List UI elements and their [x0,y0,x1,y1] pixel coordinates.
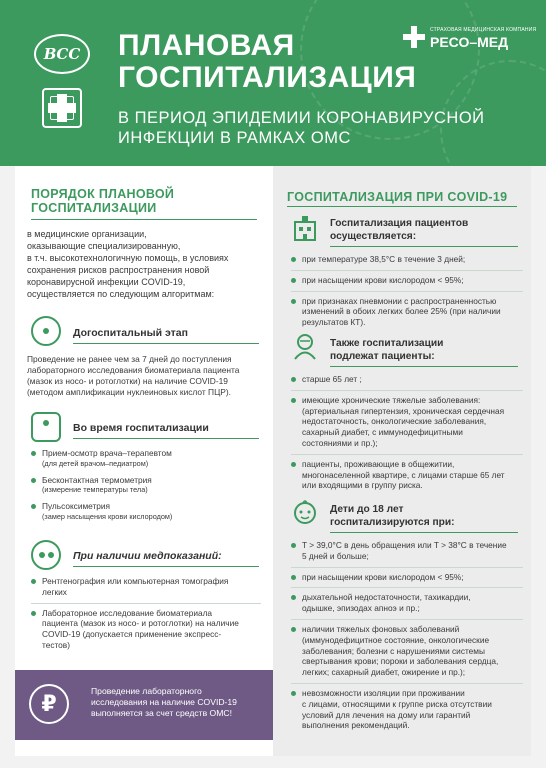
stage1-title: Догоспитальный этап [73,327,188,339]
list-item: Рентгенография или компьютерная томография легких [31,576,261,598]
callout-line: исследования на наличие COVID-19 [91,697,237,707]
divider [330,532,518,533]
divider [287,206,517,207]
page-subtitle [118,108,485,148]
list-item: при насыщении крови кислородом < 95%; [291,270,523,286]
title-line-2: ГОСПИТАЛИЗАЦИЯ [118,61,417,94]
intro-line: в медицинские организации, [27,229,147,239]
block1-title [330,218,468,243]
brand-tagline: СТРАХОВАЯ МЕДИЦИНСКАЯ КОМПАНИЯ [430,27,537,33]
block3-title-line: госпитализируются при: [330,516,455,528]
list-item: Лабораторное исследование биоматериала пациента (мазок из носо- и ротоглотки) на наличие COVID-19 (допускается применение экспресс- тестов) [31,603,261,651]
list-item: дыхательной недостаточности, тахикардии, одышке, эпизодах апноэ и пр.; [291,587,523,614]
title-line-1: ПЛАНОВАЯ [118,29,295,62]
divider [330,246,518,247]
block3-title-line: Дети до 18 лет [330,504,404,515]
left-section-title [31,187,174,215]
callout-text [91,686,267,719]
subtitle-line-1: В ПЕРИОД ЭПИДЕМИИ КОРОНАВИРУСНОЙ [118,109,485,127]
content-area [15,166,531,756]
divider [73,566,259,567]
block2-title-line: подлежат пациенты: [330,350,435,362]
vss-logo [34,34,90,74]
left-column [15,166,273,756]
stage1-text [27,354,267,398]
intro-line: сохранения рисков распространения новой [27,265,210,275]
divider [73,343,259,344]
list-item: старше 65 лет ; [291,374,523,385]
stage2-list [31,448,261,528]
intro-text [27,228,265,300]
list-item: имеющие хронические тяжелые заболевания: (артериальная гипертензия, хроническая сердечная недостаточность, онкологические заболевания, сахарный диабет, с иммунодефицитными состояниями и пр.); [291,390,523,449]
omc-callout [15,670,273,740]
doctor-icon [31,412,61,442]
list-item: Прием-осмотр врача–терапевтом (для детей врачом–педиатром) [31,448,261,470]
block2-title [330,338,443,363]
header-banner [0,0,546,166]
stage1-line: Проведение не ранее чем за 7 дней до поступления [27,354,232,364]
callout-line: выполняется за счет средств ОМС! [91,708,232,718]
block3-title [330,504,455,529]
block1-title-line: осуществляется: [330,230,417,242]
lungs-icon [31,540,61,570]
list-item: пациенты, проживающие в общежитии, многонаселенной квартире, с лицами старше 65 лет или входящими в группу риска. [291,454,523,491]
intro-line: оказывающие специализированную, [27,241,181,251]
stage1-line: лабораторного исследования биоматериала пациента [27,365,240,375]
left-title-line-1: ПОРЯДОК ПЛАНОВОЙ [31,187,175,201]
reso-med-logo [403,26,537,56]
brand-name: РЕСО–МЕД [430,34,509,50]
vss-logo-text: ВСС [43,45,81,63]
right-column [273,166,531,756]
callout-line: Проведение лабораторного [91,686,202,696]
elderly-person-icon [291,332,319,360]
left-title-line-2: ГОСПИТАЛИЗАЦИИ [31,201,157,215]
right-section-title: ГОСПИТАЛИЗАЦИЯ ПРИ COVID-19 [287,190,508,204]
block3-list [291,540,523,736]
stage1-line: (методом амплификации нуклеиновых кислот ПЦР). [27,387,231,397]
intro-line: осуществляется по следующим алгоритмам: [27,289,215,299]
list-item: при температуре 38,5°С в течение 3 дней; [291,254,523,265]
list-item: наличии тяжелых фоновых заболеваний (иммунодефицитное состояние, онкологические заболевания; болезни с нарушениями системы свертывания крови; пороки и заболевания сердца, легких; сахарный диабет, ожирение и пр.); [291,619,523,678]
intro-line: в т.ч. высокотехнологичную помощь, в условиях [27,253,229,263]
list-item: Пульсоксиметрия (замер насыщения крови кислородом) [31,501,261,523]
list-item: при признаках пневмонии с распространенностью изменений в обоих легких более 25% (при наличии результатов КТ). [291,291,523,328]
list-item: T > 39,0°С в день обращения или T > 38°С в течение 5 дней и больше; [291,540,523,562]
divider [31,219,257,220]
medical-cross-icon [42,88,82,128]
stage2-title: Во время госпитализации [73,422,209,434]
stage3-list [31,576,261,656]
hospital-icon [291,214,319,242]
child-icon [291,498,319,526]
block2-list [291,374,523,496]
intro-line: коронавирусной инфекции COVID-19, [27,277,186,287]
reso-star-icon [403,26,425,48]
ruble-icon: ₽ [29,684,69,724]
subtitle-line-2: ИНФЕКЦИИ В РАМКАХ ОМС [118,129,351,147]
stage1-line: (мазок из носо- и ротоглотки) на наличие COVID-19 [27,376,228,386]
divider [330,366,518,367]
divider [73,438,259,439]
virus-icon [31,316,61,346]
block2-title-line: Также госпитализации [330,338,444,349]
block1-list [291,254,523,333]
list-item: Бесконтактная термометрия (измерение температуры тела) [31,475,261,497]
list-item: при насыщении крови кислородом < 95%; [291,567,523,583]
page-title [118,30,416,94]
list-item: невозможности изоляции при проживании с лицами, относящими к группе риска отсутствии условий для лечения на дому или гарантий выполнения рекомендаций. [291,683,523,731]
stage3-title: При наличии медпоказаний: [73,550,222,562]
block1-title-line: Госпитализация пациентов [330,218,469,229]
